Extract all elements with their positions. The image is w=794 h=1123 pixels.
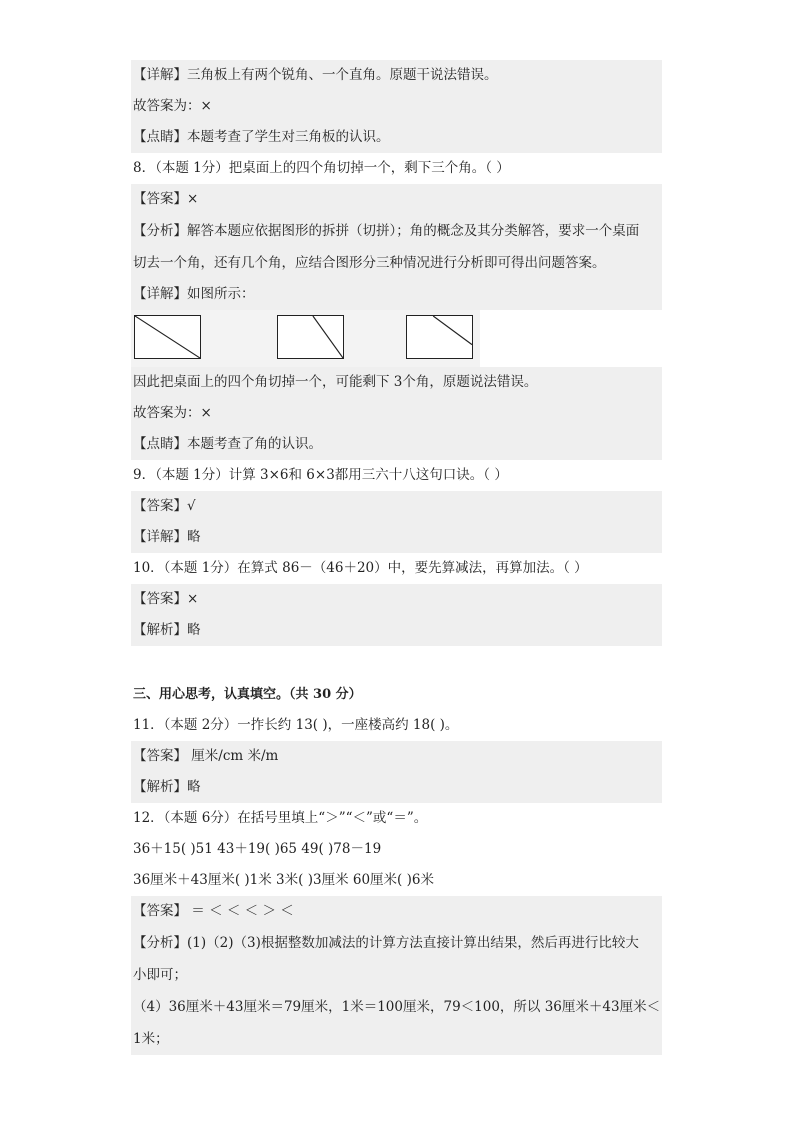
- q12-analysis-line-3: （4）36厘米＋43厘米＝79厘米，1米＝100厘米，79＜100，所以 36厘米＋43厘米＜: [131, 991, 662, 1023]
- rectangle-cut-side-to-side: [406, 315, 473, 359]
- q7-final-answer: 故答案为：×: [131, 91, 662, 122]
- q8-analysis-line-1: 【分析】解答本题应依据图形的拆拼（切拼）；角的概念及其分类解答，要求一个桌面: [131, 215, 662, 247]
- question-12: 12．（本题 6分）在括号里填上“＞”“＜”或“＝”。: [133, 810, 428, 826]
- question-9: 9．（本题 1分）计算 3×6和 6×3都用三六十八这句口诀。（ ）: [133, 467, 508, 483]
- section-3-heading: 三、用心思考，认真填空。（共 30 分）: [133, 687, 362, 702]
- q8-analysis-line-2: 切去一个角，还有几个角，应结合图形分三种情况进行分析即可得出问题答案。: [131, 247, 662, 279]
- q9-answer: 【答案】√: [131, 491, 662, 522]
- q10-answer: 【答案】×: [131, 584, 662, 615]
- q8-detail: 【详解】如图所示：: [131, 279, 662, 310]
- q11-analysis: 【解析】略: [131, 772, 662, 803]
- q8-note: 【点睛】本题考查了角的认识。: [131, 429, 662, 460]
- q12-row-1: 36＋15( )51 43＋19( )65 49( )78－19: [133, 841, 382, 857]
- rectangle-cut-diagonal: [134, 315, 201, 359]
- q12-answer: 【答案】 ＝ ＜ ＜ ＜ ＞ ＜: [131, 896, 662, 927]
- section-gap: [131, 646, 662, 679]
- q8-answer: 【答案】×: [131, 184, 662, 215]
- rectangle-cut-corner-to-corner: [277, 315, 344, 359]
- q7-detail: 【详解】三角板上有两个锐角、一个直角。原题干说法错误。: [131, 60, 662, 91]
- q11-answer: 【答案】 厘米/cm 米/m: [131, 741, 662, 772]
- question-11: 11．（本题 2分）一拃长约 13( )，一座楼高约 18( )。: [133, 717, 459, 733]
- q12-row-2: 36厘米＋43厘米( )1米 3米( )3厘米 60厘米( )6米: [133, 872, 434, 888]
- q8-final-answer: 故答案为：×: [131, 398, 662, 429]
- question-10: 10．（本题 1分）在算式 86－（46＋20）中，要先算减法，再算加法。（ ）: [133, 560, 588, 576]
- q8-conclusion: 因此把桌面上的四个角切掉一个，可能剩下 3个角，原题说法错误。: [131, 367, 662, 398]
- q7-note: 【点睛】本题考查了学生对三角板的认识。: [131, 122, 662, 153]
- q9-detail: 【详解】略: [131, 522, 662, 553]
- q8-figure: [131, 310, 662, 367]
- q12-analysis-line-4: 1米；: [131, 1023, 662, 1055]
- question-8: 8．（本题 1分）把桌面上的四个角切掉一个，剩下三个角。（ ）: [133, 160, 510, 176]
- q12-analysis-line-2: 小即可；: [131, 959, 662, 991]
- document-page: [131, 60, 662, 1055]
- q12-analysis-line-1: 【分析】(1)（2)（3)根据整数加减法的计算方法直接计算出结果，然后再进行比较大: [131, 927, 662, 959]
- q10-analysis: 【解析】略: [131, 615, 662, 646]
